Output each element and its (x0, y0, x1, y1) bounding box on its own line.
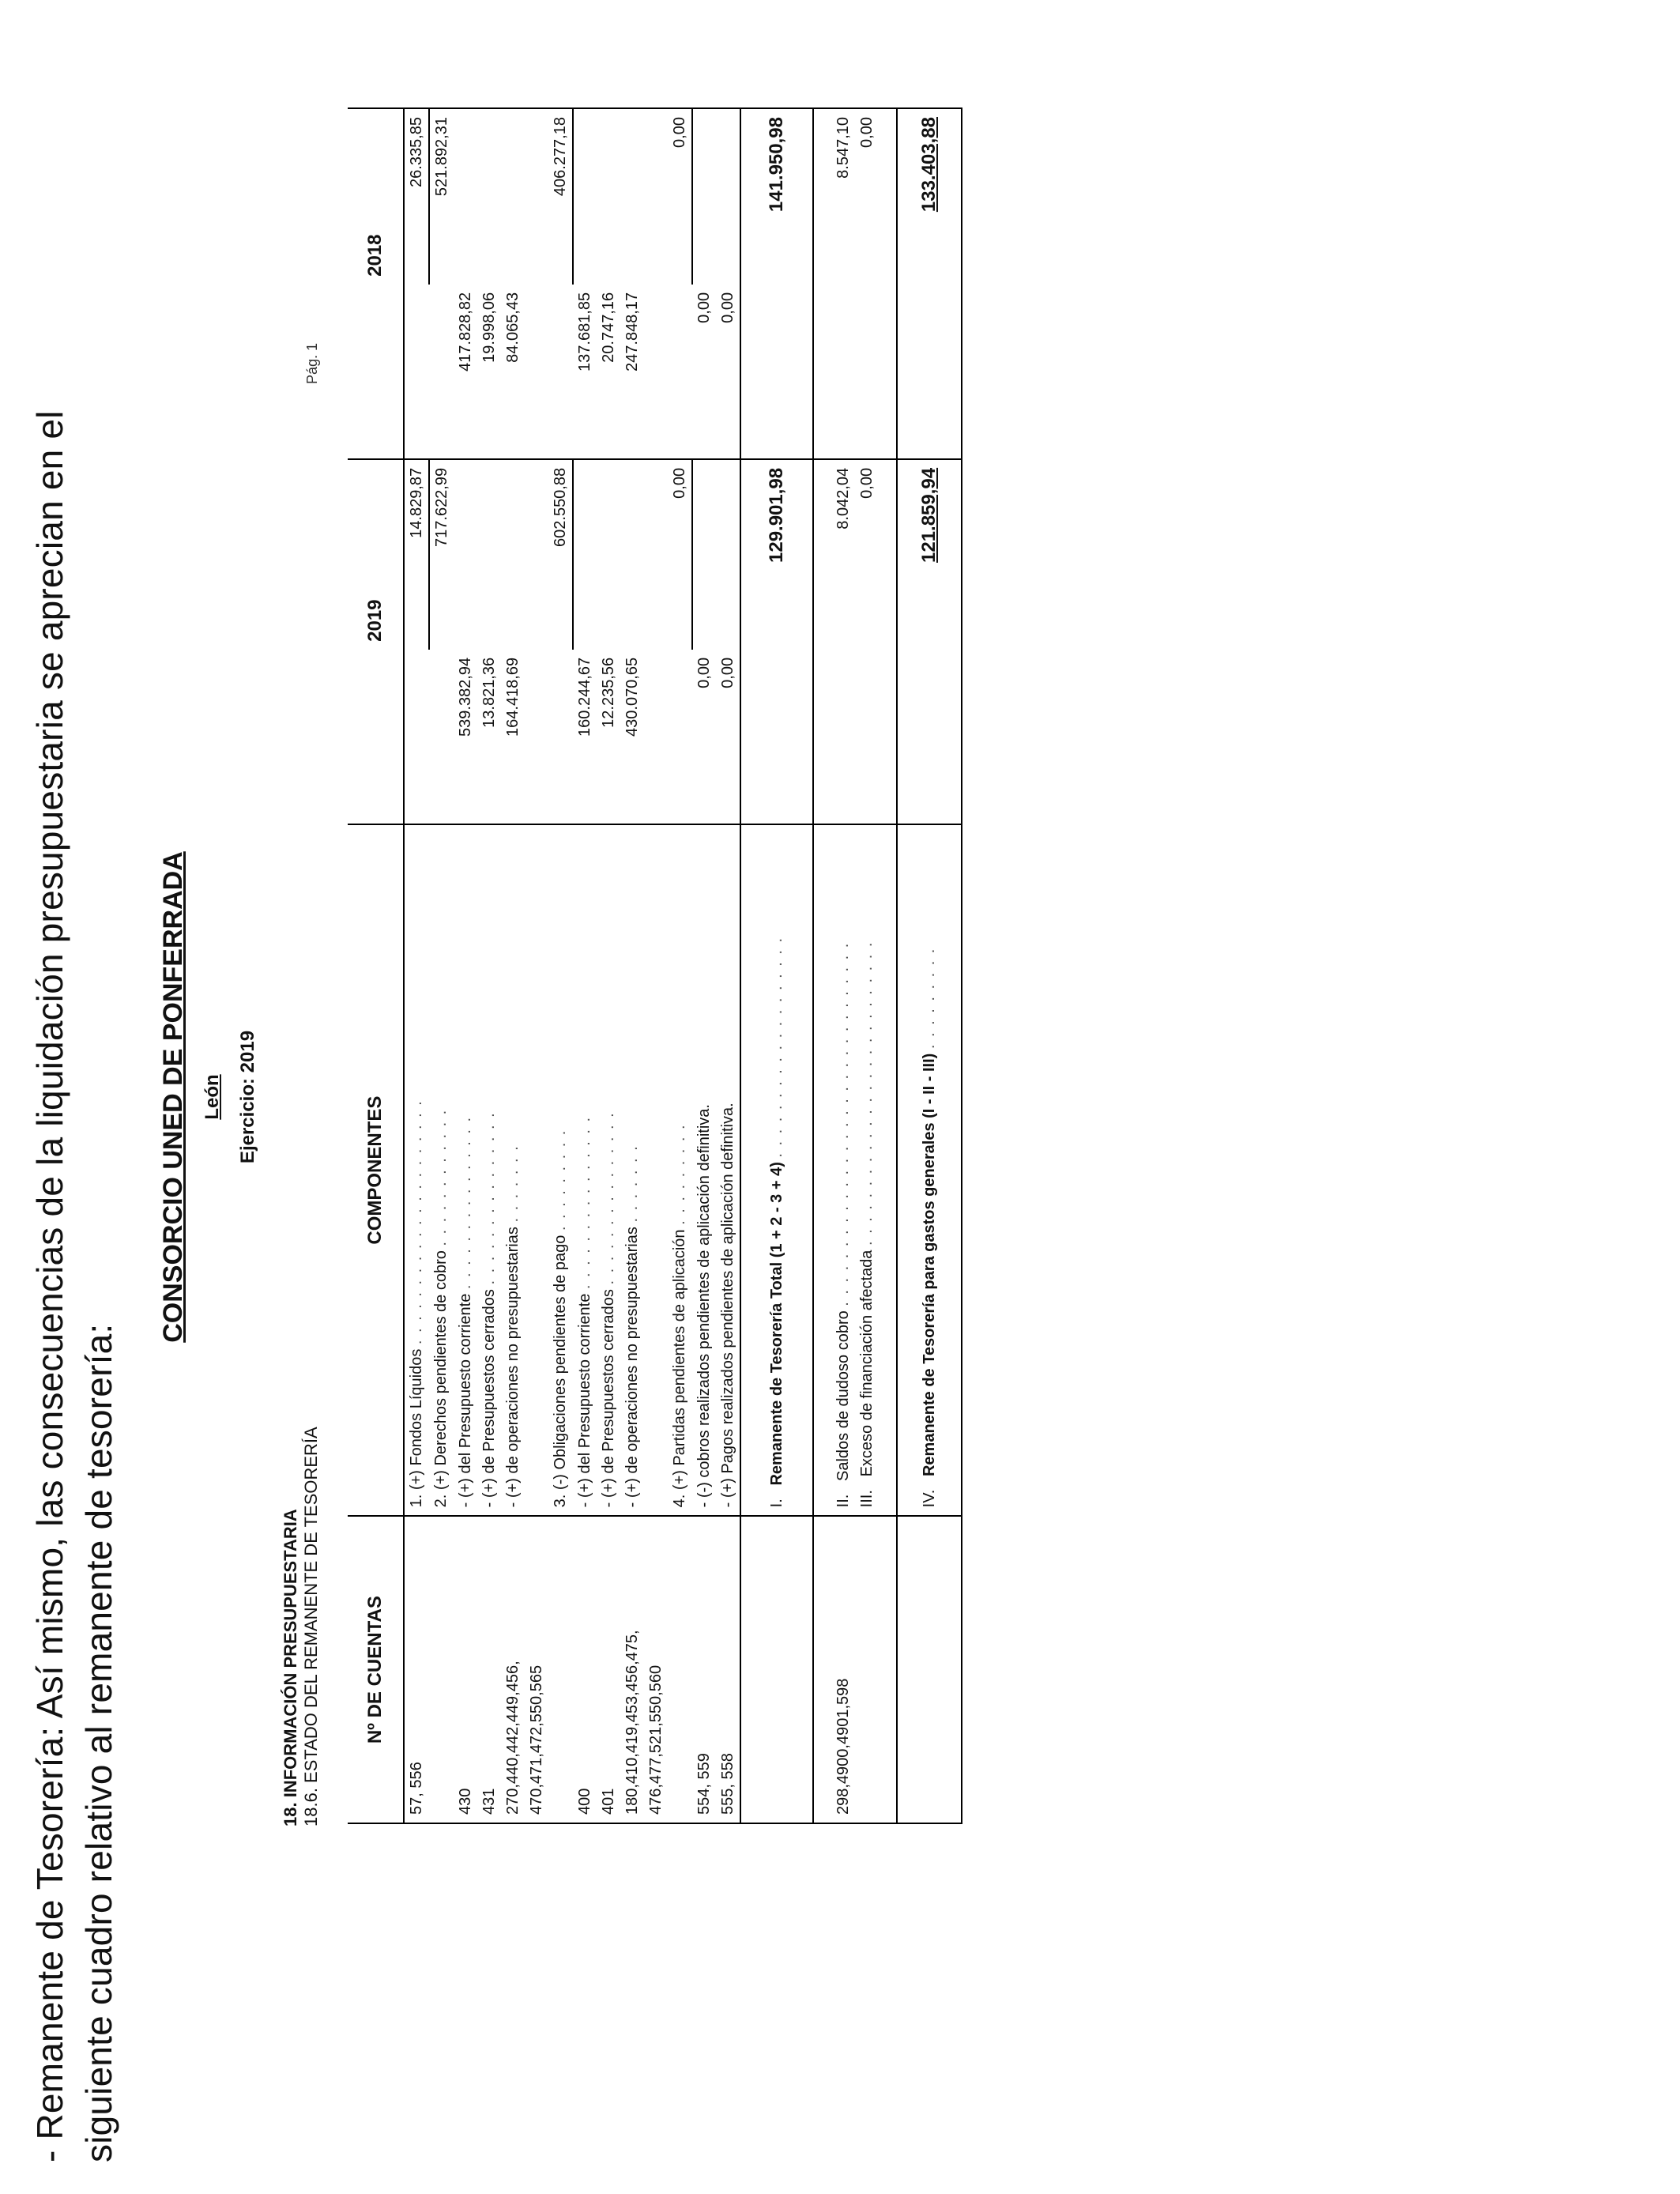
component-cell: III. Exceso de financiación afectada . . . . . . . . . . . . . . . . . . . . . . . . . . (855, 824, 897, 1516)
value-2019-total (573, 459, 597, 650)
component-cell: - (+) del Presupuesto corriente . . . . . . . . . . . . . . . (573, 824, 597, 1516)
value-2019-total: 602.550,88 (548, 459, 573, 650)
value-2019-detail (429, 650, 454, 824)
component-label: 3. (-) Obligaciones pendientes de pago (552, 1235, 569, 1508)
value-2018-total: 0,00 (855, 108, 897, 285)
value-2018-total: 26.335,85 (404, 108, 429, 285)
value-2018-total (477, 108, 501, 285)
value-2019-detail: 430.070,65 (623, 657, 641, 737)
value-2019-detail (548, 650, 573, 824)
value-2019-detail (813, 650, 855, 824)
component-cell: 1. (+) Fondos Líquidos . . . . . . . . . . . . . . . . . . . . . (404, 824, 429, 1516)
component-label: Remanente de Tesorería Total (1 + 2 - 3 + 4) (767, 1162, 785, 1486)
component-cell: II. Saldos de dudoso cobro . . . . . . . . . . . . . . . . . . . . . . . . . . . . . . . (813, 824, 855, 1516)
component-cell (716, 824, 740, 1516)
value-2018-total (573, 108, 597, 285)
component-label: - (+) del Presupuesto corriente (576, 1293, 593, 1508)
component-label: - (+) Pagos realizados pendientes de aplicación definitiva. (719, 1103, 736, 1508)
component-cell: I. Remanente de Tesorería Total (1 + 2 - 3 + 4) . . . . . . . . . . . . . . . . . . . (740, 824, 813, 1516)
component-cell: - (+) de operaciones no presupuestarias . . . . . . . (501, 824, 548, 1516)
value-2019-detail: 539.382,94 (457, 657, 474, 737)
table-row (597, 108, 620, 1823)
value-2018-detail (548, 285, 573, 459)
document-city: León (202, 1074, 223, 1120)
value-2019-total (716, 459, 740, 650)
value-2019-detail: 0,00 (719, 657, 736, 688)
header-2019-sub (348, 650, 404, 824)
value-2018-total (692, 108, 716, 285)
value-2019-total: 0,00 (855, 459, 897, 650)
component-label: 1. (+) Fondos Líquidos (408, 1348, 425, 1508)
value-2018-detail (740, 285, 813, 459)
component-cell: - (+) de Presupuestos cerrados . . . . . . . . . . . . . . . (597, 824, 620, 1516)
value-2018-total (454, 108, 477, 285)
value-2018-total: 133.403,88 (897, 108, 962, 285)
account-cell: 57, 556 (404, 1516, 429, 1823)
value-2018-detail: 20.747,16 (600, 292, 617, 363)
value-2019-total: 121.859,94 (897, 459, 962, 650)
table-row (692, 108, 716, 1823)
component-label: Exceso de financiación afectada (858, 1250, 876, 1477)
value-2019-detail: 164.418,69 (504, 657, 522, 737)
subsection-title: 18.6. ESTADO DEL REMANENTE DE TESORERÍA (301, 1427, 321, 1826)
account-cell: 270,440,442,449,456, 470,471,472,550,565 (501, 1516, 548, 1823)
roman-numeral: III. (858, 1490, 876, 1508)
value-2018-detail: 137.681,85 (576, 292, 593, 371)
account-cell (548, 1516, 573, 1823)
value-2019-total: 14.829,87 (404, 459, 429, 650)
value-2018-detail (855, 285, 897, 459)
value-2019-detail: 160.244,67 (576, 657, 593, 737)
table-row (573, 108, 597, 1823)
account-cell (668, 1516, 692, 1823)
treasury-remainder-table (348, 107, 962, 1824)
table-row (501, 108, 548, 1823)
component-cell: - (+) de operaciones no presupuestarias . . . . . . . (620, 824, 668, 1516)
table-row (620, 108, 668, 1823)
final-row (897, 108, 962, 1823)
value-2018-total: 8.547,10 (813, 108, 855, 285)
component-label: - (+) de Presupuestos cerrados (600, 1289, 617, 1508)
value-2019-detail: 0,00 (695, 657, 713, 688)
component-label: 4. (+) Partidas pendientes de aplicación (671, 1229, 688, 1508)
header-2018: 2018 (348, 108, 404, 285)
value-2019-total (477, 459, 501, 650)
intro-line-2: siguiente cuadro relativo al remanente de tesorería: (78, 1323, 119, 2162)
value-2019-total (597, 459, 620, 650)
table-header-row (348, 108, 404, 1823)
component-cell: - (+) de Presupuestos cerrados . . . . . . . . . . . . . . . (477, 824, 501, 1516)
value-2018-total (597, 108, 620, 285)
value-2018-total (620, 108, 668, 285)
header-2018-sub (348, 285, 404, 459)
table-row (548, 108, 573, 1823)
table-row (477, 108, 501, 1823)
value-2019-detail: 13.821,36 (480, 657, 498, 728)
component-label: - (+) de operaciones no presupuestarias (623, 1227, 641, 1508)
value-2019-total (454, 459, 477, 650)
header-components: COMPONENTES (348, 824, 404, 1516)
value-2019-total: 0,00 (668, 459, 692, 650)
component-cell (692, 824, 716, 1516)
component-label: - (+) de Presupuestos cerrados (480, 1289, 498, 1508)
component-label: Saldos de dudoso cobro (834, 1310, 852, 1481)
component-label: - (-) cobros realizados pendientes de aplicación definitiva. (695, 1104, 713, 1508)
value-2018-total: 521.892,31 (429, 108, 454, 285)
value-2019-detail (740, 650, 813, 824)
account-cell: 431 (477, 1516, 501, 1823)
component-label: 2. (+) Derechos pendientes de cobro (432, 1250, 450, 1508)
header-2019: 2019 (348, 459, 404, 650)
value-2018-total (716, 108, 740, 285)
account-cell: 555, 558 (716, 1516, 740, 1823)
component-label: Remanente de Tesorería para gastos generales (I - II - III) (920, 1053, 938, 1477)
value-2019-detail (404, 650, 429, 824)
value-2019-detail (668, 650, 692, 824)
document-title: CONSORCIO UNED DE PONFERRADA (158, 851, 188, 1343)
table-row (716, 108, 740, 1823)
table-row (813, 108, 855, 1823)
value-2019-total (501, 459, 548, 650)
account-cell: 400 (573, 1516, 597, 1823)
value-2018-detail: 84.065,43 (504, 292, 522, 363)
component-label: - (+) del Presupuesto corriente (457, 1293, 474, 1508)
component-cell: 3. (-) Obligaciones pendientes de pago . . . . . . . . . (548, 824, 573, 1516)
table-row (404, 108, 429, 1823)
component-cell: IV. Remanente de Tesorería para gastos generales (I - II - III) . . . . . . . . . (897, 824, 962, 1516)
page-number: Pág. 1 (304, 342, 320, 384)
value-2019-detail (897, 650, 962, 824)
account-cell (897, 1516, 962, 1823)
value-2018-total: 141.950,98 (740, 108, 813, 285)
value-2019-total: 717.622,99 (429, 459, 454, 650)
header-accounts: Nº DE CUENTAS (348, 1516, 404, 1823)
roman-numeral: II. (834, 1494, 852, 1508)
account-cell: 298,4900,4901,598 (813, 1516, 855, 1823)
account-cell: 180,410,419,453,456,475, 476,477,521,550,560 (620, 1516, 668, 1823)
value-2019-total: 8.042,04 (813, 459, 855, 650)
total-row (740, 108, 813, 1823)
value-2018-total (501, 108, 548, 285)
value-2018-detail: 247.848,17 (623, 292, 641, 371)
value-2018-detail (813, 285, 855, 459)
roman-numeral: I. (767, 1498, 785, 1508)
value-2018-total: 0,00 (668, 108, 692, 285)
document-year: Ejercicio: 2019 (237, 1030, 258, 1164)
value-2018-detail: 0,00 (695, 292, 713, 323)
value-2018-detail: 19.998,06 (480, 292, 498, 363)
table-row (454, 108, 477, 1823)
account-cell (855, 1516, 897, 1823)
table-row (855, 108, 897, 1823)
intro-line-1: - Remanente de Tesorería: Así mismo, las consecuencias de la liquidación presupuestaria se aprecian en el (29, 410, 70, 2162)
value-2019-total (692, 459, 716, 650)
section-heading (281, 1427, 322, 1826)
value-2019-detail: 12.235,56 (600, 657, 617, 728)
value-2018-detail (429, 285, 454, 459)
value-2018-total: 406.277,18 (548, 108, 573, 285)
roman-numeral: IV. (920, 1489, 938, 1508)
table-row (668, 108, 692, 1823)
account-cell (429, 1516, 454, 1823)
value-2018-detail: 417.828,82 (457, 292, 474, 371)
component-cell: 2. (+) Derechos pendientes de cobro . . . . . . . . . . . . (429, 824, 454, 1516)
value-2019-total (620, 459, 668, 650)
value-2019-detail (855, 650, 897, 824)
component-cell: - (+) del Presupuesto corriente . . . . . . . . . . . . . . . (454, 824, 477, 1516)
account-cell: 401 (597, 1516, 620, 1823)
value-2019-total: 129.901,98 (740, 459, 813, 650)
table-row (429, 108, 454, 1823)
component-cell: 4. (+) Partidas pendientes de aplicación . . . . . . . . . (668, 824, 692, 1516)
value-2018-detail (404, 285, 429, 459)
component-label: - (+) de operaciones no presupuestarias (504, 1227, 522, 1508)
value-2018-detail (668, 285, 692, 459)
intro-paragraph (25, 44, 123, 2162)
account-cell: 554, 559 (692, 1516, 716, 1823)
value-2018-detail: 0,00 (719, 292, 736, 323)
section-title: 18. INFORMACIÓN PRESUPUESTARIA (281, 1509, 300, 1826)
value-2018-detail (897, 285, 962, 459)
account-cell (740, 1516, 813, 1823)
account-cell: 430 (454, 1516, 477, 1823)
